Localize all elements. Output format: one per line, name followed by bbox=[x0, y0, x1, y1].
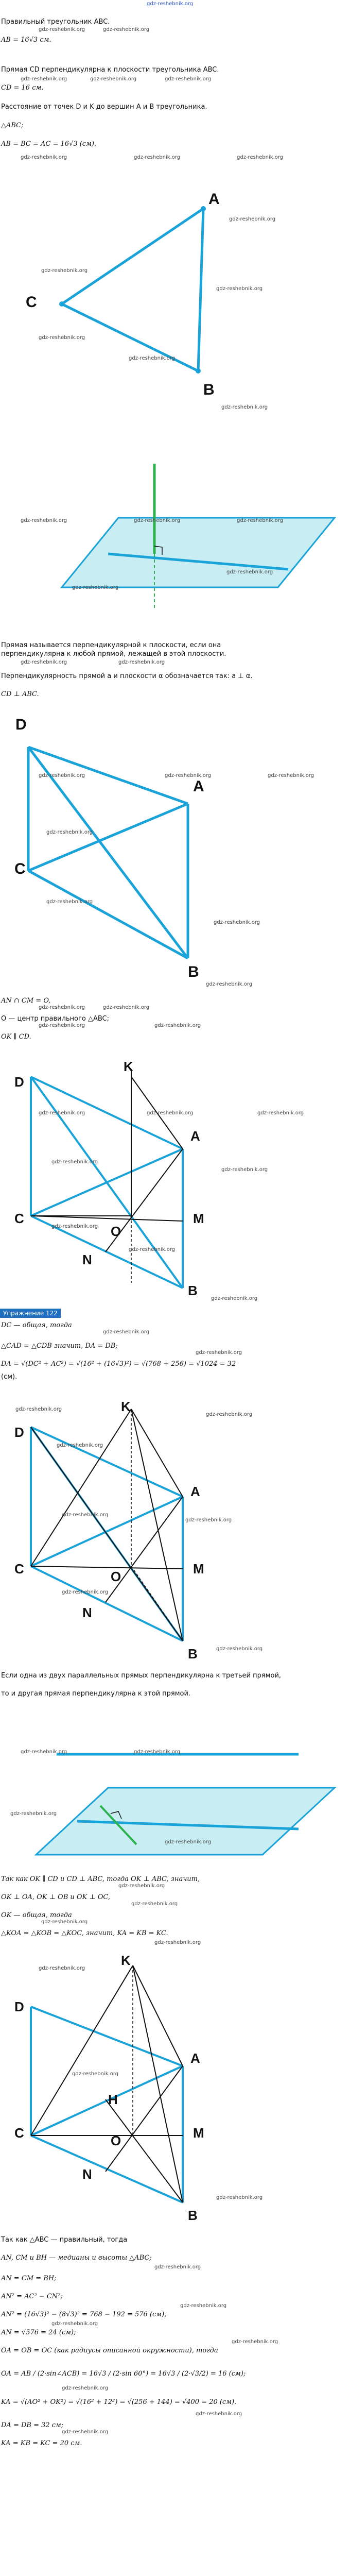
watermark: gdz-reshebnik.org bbox=[165, 1839, 212, 1845]
vertex-label-h: H bbox=[108, 2092, 118, 2107]
text-line: Прямая называется перпендикулярной к плоскости, если она bbox=[1, 641, 221, 649]
watermark: gdz-reshebnik.org bbox=[72, 2071, 119, 2077]
watermark: gdz-reshebnik.org bbox=[165, 773, 212, 778]
watermark: gdz-reshebnik.org bbox=[134, 518, 181, 523]
text-line: AB = BC = AC = 16√3 (см). bbox=[1, 140, 97, 148]
vertex-label-m: M bbox=[193, 1211, 204, 1226]
figure-plane-perpendicular bbox=[0, 453, 350, 639]
watermark: gdz-reshebnik.org bbox=[221, 1167, 268, 1173]
text-line: Если одна из двух параллельных прямых перпендикулярна к третьей прямой, bbox=[1, 1672, 282, 1680]
text-line: Так как △ABC — правильный, тогда bbox=[1, 2236, 128, 2244]
text-line: AN = CM = BH; bbox=[1, 2275, 57, 2282]
watermark: gdz-reshebnik.org bbox=[21, 1749, 67, 1755]
text-line: AN = √576 = 24 (см); bbox=[1, 2329, 76, 2336]
vertex-label-m: M bbox=[193, 1561, 204, 1577]
figure-triangle-abc bbox=[0, 144, 350, 412]
watermark: gdz-reshebnik.org bbox=[118, 659, 165, 665]
watermark: gdz-reshebnik.org bbox=[41, 1919, 88, 1925]
vertex-label-k: K bbox=[121, 1399, 131, 1414]
watermark: gdz-reshebnik.org bbox=[232, 2339, 278, 2345]
vertex-label-b: B bbox=[188, 1646, 198, 1662]
text-line: то и другая прямая перпендикулярна к этой прямой. bbox=[1, 1690, 191, 1698]
vertex-label-c: C bbox=[14, 860, 26, 877]
figure-medians-solution bbox=[0, 1396, 350, 1669]
vertex-label-c: C bbox=[26, 294, 37, 311]
watermark: gdz-reshebnik.org bbox=[39, 27, 85, 32]
vertex-label-n: N bbox=[82, 2166, 92, 2182]
watermark: gdz-reshebnik.org bbox=[196, 2411, 242, 2417]
text-line: OK — общая, тогда bbox=[1, 1911, 72, 1919]
vertex-label-a: A bbox=[208, 191, 220, 208]
text-line: KA = KB = KC = 20 см. bbox=[1, 2439, 82, 2447]
watermark: gdz-reshebnik.org bbox=[154, 2264, 201, 2270]
vertex-label-m: M bbox=[193, 2125, 204, 2141]
vertex-label-c: C bbox=[14, 1561, 24, 1577]
text-line: CD ⊥ ABC. bbox=[1, 690, 39, 698]
watermark: gdz-reshebnik.org bbox=[21, 518, 67, 523]
vertex-label-c: C bbox=[14, 1211, 24, 1226]
watermark: gdz-reshebnik.org bbox=[237, 518, 284, 523]
watermark: gdz-reshebnik.org bbox=[196, 1350, 242, 1355]
watermark: gdz-reshebnik.org bbox=[62, 1589, 109, 1595]
text-line: DC — общая, тогда bbox=[1, 1321, 72, 1329]
watermark: gdz-reshebnik.org bbox=[147, 1110, 194, 1116]
vertex-label-a: A bbox=[190, 2050, 200, 2066]
watermark: gdz-reshebnik.org bbox=[118, 1883, 165, 1889]
vertex-label-n: N bbox=[82, 1605, 92, 1620]
watermark: gdz-reshebnik.org bbox=[268, 773, 314, 778]
watermark: gdz-reshebnik.org bbox=[216, 2195, 263, 2200]
text-line: AN² = AC² − CN²; bbox=[1, 2293, 63, 2300]
vertex-label-a: A bbox=[190, 1128, 200, 1144]
vertex-label-o: O bbox=[111, 2133, 121, 2148]
watermark: gdz-reshebnik.org bbox=[57, 1443, 103, 1448]
watermark: gdz-reshebnik.org bbox=[62, 2429, 109, 2435]
vertex-label-k: K bbox=[124, 1059, 133, 1074]
text-line: OK ⊥ OA, OK ⊥ OB и OK ⊥ OC, bbox=[1, 1893, 111, 1901]
watermark: gdz-reshebnik.org bbox=[257, 1110, 304, 1116]
watermark: gdz-reshebnik.org bbox=[216, 1646, 263, 1652]
text-line: (см). bbox=[1, 1373, 18, 1381]
watermark: gdz-reshebnik.org bbox=[211, 1296, 258, 1301]
watermark: gdz-reshebnik.org bbox=[39, 1005, 85, 1010]
vertex-label-b: B bbox=[188, 2208, 198, 2223]
watermark: gdz-reshebnik.org bbox=[154, 1940, 201, 1945]
text-line: O — центр правильного △ABC; bbox=[1, 1015, 110, 1023]
watermark: gdz-reshebnik.org bbox=[206, 981, 253, 987]
watermark: gdz-reshebnik.org bbox=[51, 1224, 98, 1229]
watermark: gdz-reshebnik.org bbox=[21, 659, 67, 665]
text-line: Прямая CD перпендикулярна к плоскости треугольника ABC. bbox=[1, 66, 219, 74]
watermark: gdz-reshebnik.org bbox=[103, 1005, 150, 1010]
text-line: OA = OB = OC (как радиусы описанной окружности), тогда bbox=[1, 2347, 218, 2354]
watermark: gdz-reshebnik.org bbox=[206, 1412, 253, 1417]
figure-d-triangle bbox=[0, 711, 350, 989]
text-line: CD = 16 см. bbox=[1, 84, 44, 92]
text-line: Так как OK ∥ CD и CD ⊥ ABC, тогда OK ⊥ ABC, значит, bbox=[1, 1875, 200, 1883]
vertex-label-d: D bbox=[15, 716, 27, 733]
watermark: gdz-reshebnik.org bbox=[62, 1512, 109, 1518]
watermark: gdz-reshebnik.org bbox=[103, 1329, 150, 1335]
watermark: gdz-reshebnik.org bbox=[221, 404, 268, 410]
text-line: Правильный треугольник ABC. bbox=[1, 18, 110, 26]
vertex-label-b: B bbox=[188, 963, 199, 980]
watermark: gdz-reshebnik.org bbox=[226, 569, 273, 575]
watermark: gdz-reshebnik.org bbox=[46, 899, 93, 905]
vertex-label-o: O bbox=[111, 1569, 121, 1584]
watermark: gdz-reshebnik.org bbox=[39, 773, 85, 778]
vertex-label-b: B bbox=[203, 381, 215, 398]
text-line: AN, CM и BH — медианы и высоты △ABC; bbox=[1, 2254, 152, 2262]
watermark: gdz-reshebnik.org bbox=[21, 155, 67, 160]
figure-medians bbox=[0, 1046, 350, 1309]
watermark: gdz-reshebnik.org bbox=[134, 155, 181, 160]
watermark: gdz-reshebnik.org bbox=[21, 76, 67, 82]
watermark: gdz-reshebnik.org bbox=[10, 1811, 57, 1817]
watermark: gdz-reshebnik.org bbox=[62, 2385, 109, 2391]
text-line: Перпендикулярность прямой a и плоскости α обозначается так: a ⊥ α. bbox=[1, 672, 253, 680]
watermark: gdz-reshebnik.org bbox=[134, 1749, 181, 1755]
watermark: gdz-reshebnik.org bbox=[165, 76, 212, 82]
text-line: Расстояние от точек D и K до вершин A и B треугольника. bbox=[1, 103, 207, 111]
watermark: gdz-reshebnik.org bbox=[39, 1965, 85, 1971]
watermark: gdz-reshebnik.org bbox=[214, 920, 260, 925]
text-line: DA = √(DC² + AC²) = √(16² + (16√3)²) = √(768 + 256) = √1024 = 32 bbox=[1, 1360, 236, 1368]
vertex-label-b: B bbox=[188, 1283, 198, 1298]
watermark: gdz-reshebnik.org bbox=[131, 1901, 178, 1907]
text-line: AN² = (16√3)² − (8√3)² = 768 − 192 = 576 (см), bbox=[1, 2311, 167, 2318]
watermark: gdz-reshebnik.org bbox=[39, 1023, 85, 1028]
watermark: gdz-reshebnik.org bbox=[39, 335, 85, 341]
text-line: AN ∩ CM = O, bbox=[1, 997, 51, 1005]
watermark: gdz-reshebnik.org bbox=[103, 27, 150, 32]
watermark: gdz-reshebnik.org bbox=[185, 1517, 232, 1523]
text-line: KA = √(AO² + OK²) = √(16² + 12²) = √(256 + 144) = √400 = 20 (см). bbox=[1, 2398, 237, 2406]
vertex-label-c: C bbox=[14, 2125, 24, 2141]
vertex-label-k: K bbox=[121, 1953, 131, 1968]
text-line: DA = DB = 32 см; bbox=[1, 2421, 64, 2429]
vertex-label-a: A bbox=[190, 1484, 200, 1499]
text-line: △ABC; bbox=[1, 122, 24, 129]
vertex-label-a: A bbox=[193, 778, 204, 795]
vertex-label-n: N bbox=[82, 1252, 92, 1267]
watermark: gdz-reshebnik.org bbox=[229, 216, 276, 222]
text-line: OA = AB / (2·sin∠ACB) = 16√3 / (2·sin 60°) = 16√3 / (2·√3/2) = 16 (см); bbox=[1, 2370, 246, 2378]
vertex-label-o: O bbox=[111, 1224, 121, 1239]
watermark: gdz-reshebnik.org bbox=[154, 1023, 201, 1028]
watermark: gdz-reshebnik.org bbox=[129, 355, 176, 361]
watermark: gdz-reshebnik.org bbox=[237, 155, 284, 160]
watermark: gdz-reshebnik.org bbox=[41, 268, 88, 274]
watermark: gdz-reshebnik.org bbox=[39, 1110, 85, 1116]
watermark: gdz-reshebnik.org bbox=[129, 1247, 176, 1252]
text-line: △CAD = △CDB значит, DA = DB; bbox=[1, 1342, 118, 1350]
text-line: AB = 16√3 см. bbox=[1, 36, 51, 44]
watermark: gdz-reshebnik.org bbox=[90, 76, 137, 82]
watermark: gdz-reshebnik.org bbox=[72, 585, 119, 590]
watermark: gdz-reshebnik.org bbox=[15, 1406, 62, 1412]
watermark: gdz-reshebnik.org bbox=[46, 829, 93, 835]
watermark: gdz-reshebnik.org bbox=[51, 2321, 98, 2327]
text-line: △KOA = △KOB = △KOC, значит, KA = KB = KC. bbox=[1, 1929, 168, 1937]
vertex-label-d: D bbox=[14, 1425, 24, 1440]
text-line: перпендикулярна к любой прямой, лежащей в этой плоскости. bbox=[1, 650, 226, 658]
watermark: gdz-reshebnik.org bbox=[51, 1159, 98, 1165]
figure-heights bbox=[0, 1950, 350, 2223]
text-line: OK ∥ CD. bbox=[1, 1033, 31, 1041]
exercise-header: Упражнение 122 bbox=[0, 1309, 61, 1318]
site-link[interactable]: gdz-reshebnik.org bbox=[147, 1, 194, 7]
watermark: gdz-reshebnik.org bbox=[180, 2303, 227, 2309]
vertex-label-d: D bbox=[14, 1074, 24, 1090]
vertex-label-d: D bbox=[14, 1999, 24, 2014]
watermark: gdz-reshebnik.org bbox=[216, 286, 263, 292]
